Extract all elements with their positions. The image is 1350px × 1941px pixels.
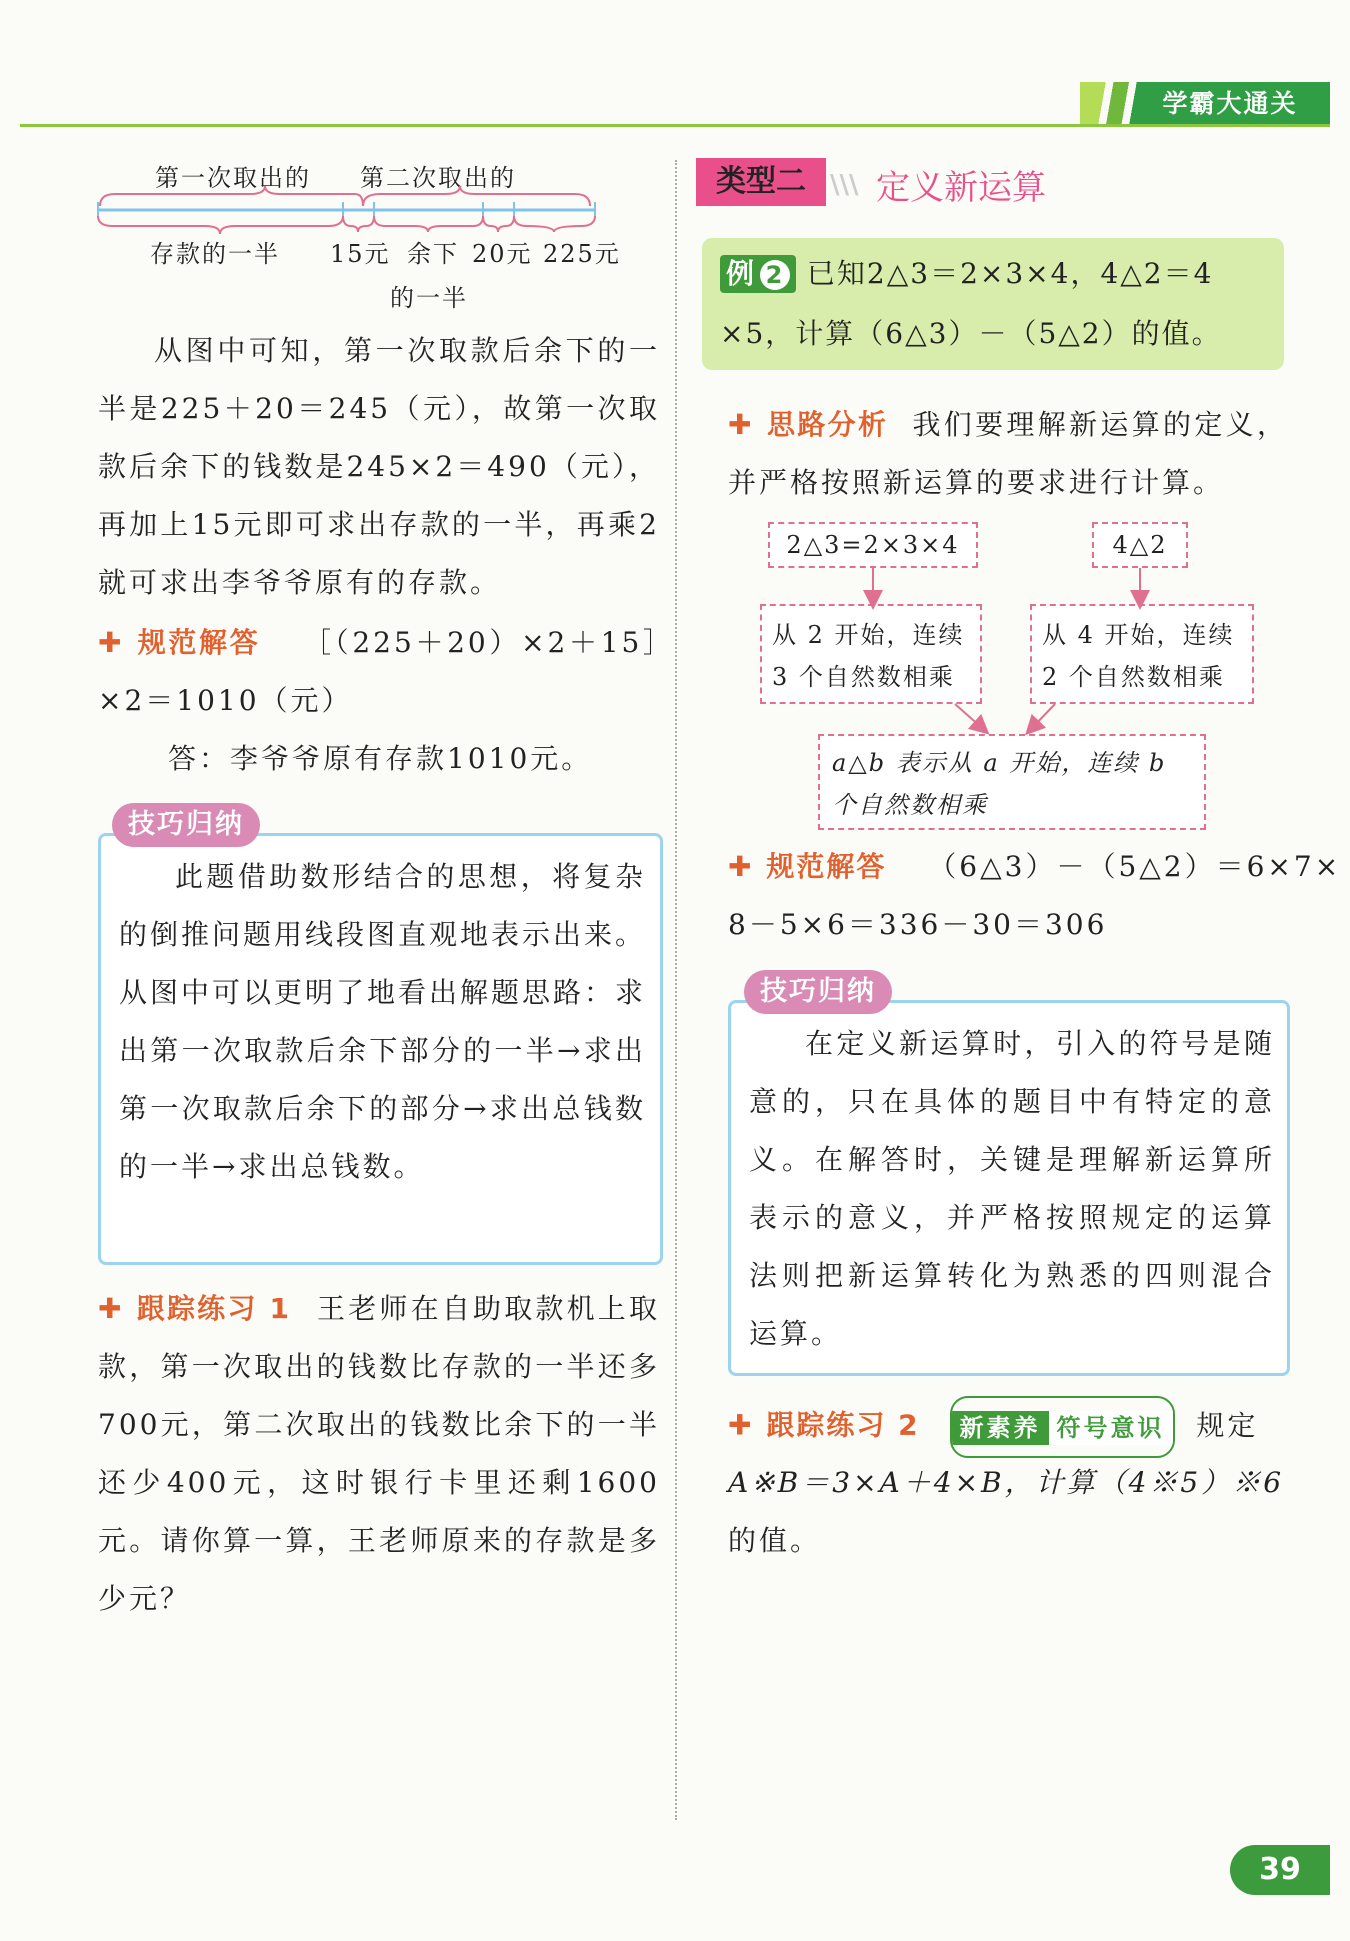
tips-tag-right: 技巧归纳 [744,970,892,1014]
example-text-1: 已知2△3＝2×3×4，4△2＝4 [806,257,1214,290]
practice-1-block [98,1280,660,1628]
plus-marker: ✚ [728,850,755,883]
diagram-label-half: 存款的一半 [150,240,280,268]
tips-box-left [98,833,663,1265]
practice-2-text-2: A※B＝3×A＋4×B，计算（4※5）※6 [728,1466,1285,1499]
page-number: 39 [1230,1845,1330,1895]
solution-label-right: 规范解答 [766,850,887,883]
flow-box-meaning-1: 从 2 开始，连续 3 个自然数相乘 [760,604,982,704]
solution-block [98,614,660,730]
header-title: 学霸大通关 [1162,89,1298,118]
solution-label: 规范解答 [137,626,261,659]
tips-tag-left: 技巧归纳 [112,803,260,847]
flow-box-general: a△b 表示从 a 开始，连续 b 个自然数相乘 [818,734,1206,830]
answer-text: 答：李爷爷原有存款1010元。 [168,742,593,775]
type-title: 定义新运算 [876,168,1046,208]
flow-box-meaning-2: 从 4 开始，连续 2 个自然数相乘 [1030,604,1254,704]
plus-marker: ✚ [98,626,126,659]
example-box [702,238,1284,370]
tips-box-right [728,1000,1290,1376]
new-literacy-tag: 新素养 符号意识 [950,1396,1175,1458]
diagram-label-remain-half: 的一半 [390,284,468,312]
example-line-1 [720,252,1213,293]
example-text-2: ×5，计算（6△3）－（5△2）的值。 [720,317,1222,350]
diagram-label-225: 225元 [543,240,621,268]
example-tag: 例 2 [720,255,796,293]
analysis-text: 从图中可知，第一次取款后余下的一半是225＋20＝245（元），故第一次取款后余下的钱数是245×2＝490（元），再加上15元即可求出存款的一半，再乘2就可求出李爷爷原有的存款。 [98,334,660,599]
solution-block-right [728,838,1342,896]
practice-2-text-3: 的值。 [728,1524,822,1557]
practice-1-text: 王老师在自助取款机上取款，第一次取出的钱数比存款的一半还多700元，第二次取出的钱数比余下的一半还少400元，这时银行卡里还剩1600元。请你算一算，王老师原来的存款是多少元？ [98,1292,660,1615]
flow-box-definition-2: 4△2 [1092,522,1188,568]
tips-text-left: 此题借助数形结合的思想，将复杂的倒推问题用线段图直观地表示出来。从图中可以更明了地看出解题思路：求出第一次取款后余下部分的一半→求出第一次取款后余下的部分→求出总钱数的一半→求出总钱数。 [119,860,647,1183]
column-divider [675,160,677,1820]
practice-2-label: 跟踪练习 2 [766,1408,920,1442]
solution-formula: ［（225＋20）×2＋15］×2＝1010（元） [98,626,660,717]
analysis-block-right [728,396,1288,512]
diagram-label-second: 第二次取出的 [360,164,516,192]
diagram-label-remain: 余下 [407,240,459,268]
diagram-label-first: 第一次取出的 [155,164,311,192]
flow-box-definition-1: 2△3=2×3×4 [768,522,978,568]
analysis-label: 思路分析 [767,408,889,441]
practice-2-text-1: 规定 [1196,1408,1259,1442]
analysis-text-right: 我们要理解新运算的定义，并严格按照新运算的要求进行计算。 [728,408,1288,499]
diagram-label-20: 20元 [472,240,533,268]
flow-arrows [760,566,1260,738]
diagram-label-15: 15元 [330,240,391,268]
solution-line-2: 8－5×6＝336－30＝306 [728,908,1108,941]
segment-diagram [95,186,605,236]
type-slash-decoration: \\\ [830,170,859,200]
solution-line-1: （6△3）－（5△2）＝6×7× [928,850,1342,883]
plus-marker: ✚ [98,1292,125,1325]
plus-marker: ✚ [728,408,755,441]
header-line [20,124,1330,127]
practice-1-label: 跟踪练习 1 [136,1292,291,1325]
practice-2-line-1 [728,1396,1288,1458]
tips-text-right: 在定义新运算时，引入的符号是随意的，只在具体的题目中有特定的意义。在解答时，关键是理解新运算所表示的意义，并严格按照规定的运算法则把新运算转化为熟悉的四则混合运算。 [749,1027,1275,1350]
plus-marker: ✚ [728,1408,755,1442]
type-tag: 类型二 [696,158,826,206]
